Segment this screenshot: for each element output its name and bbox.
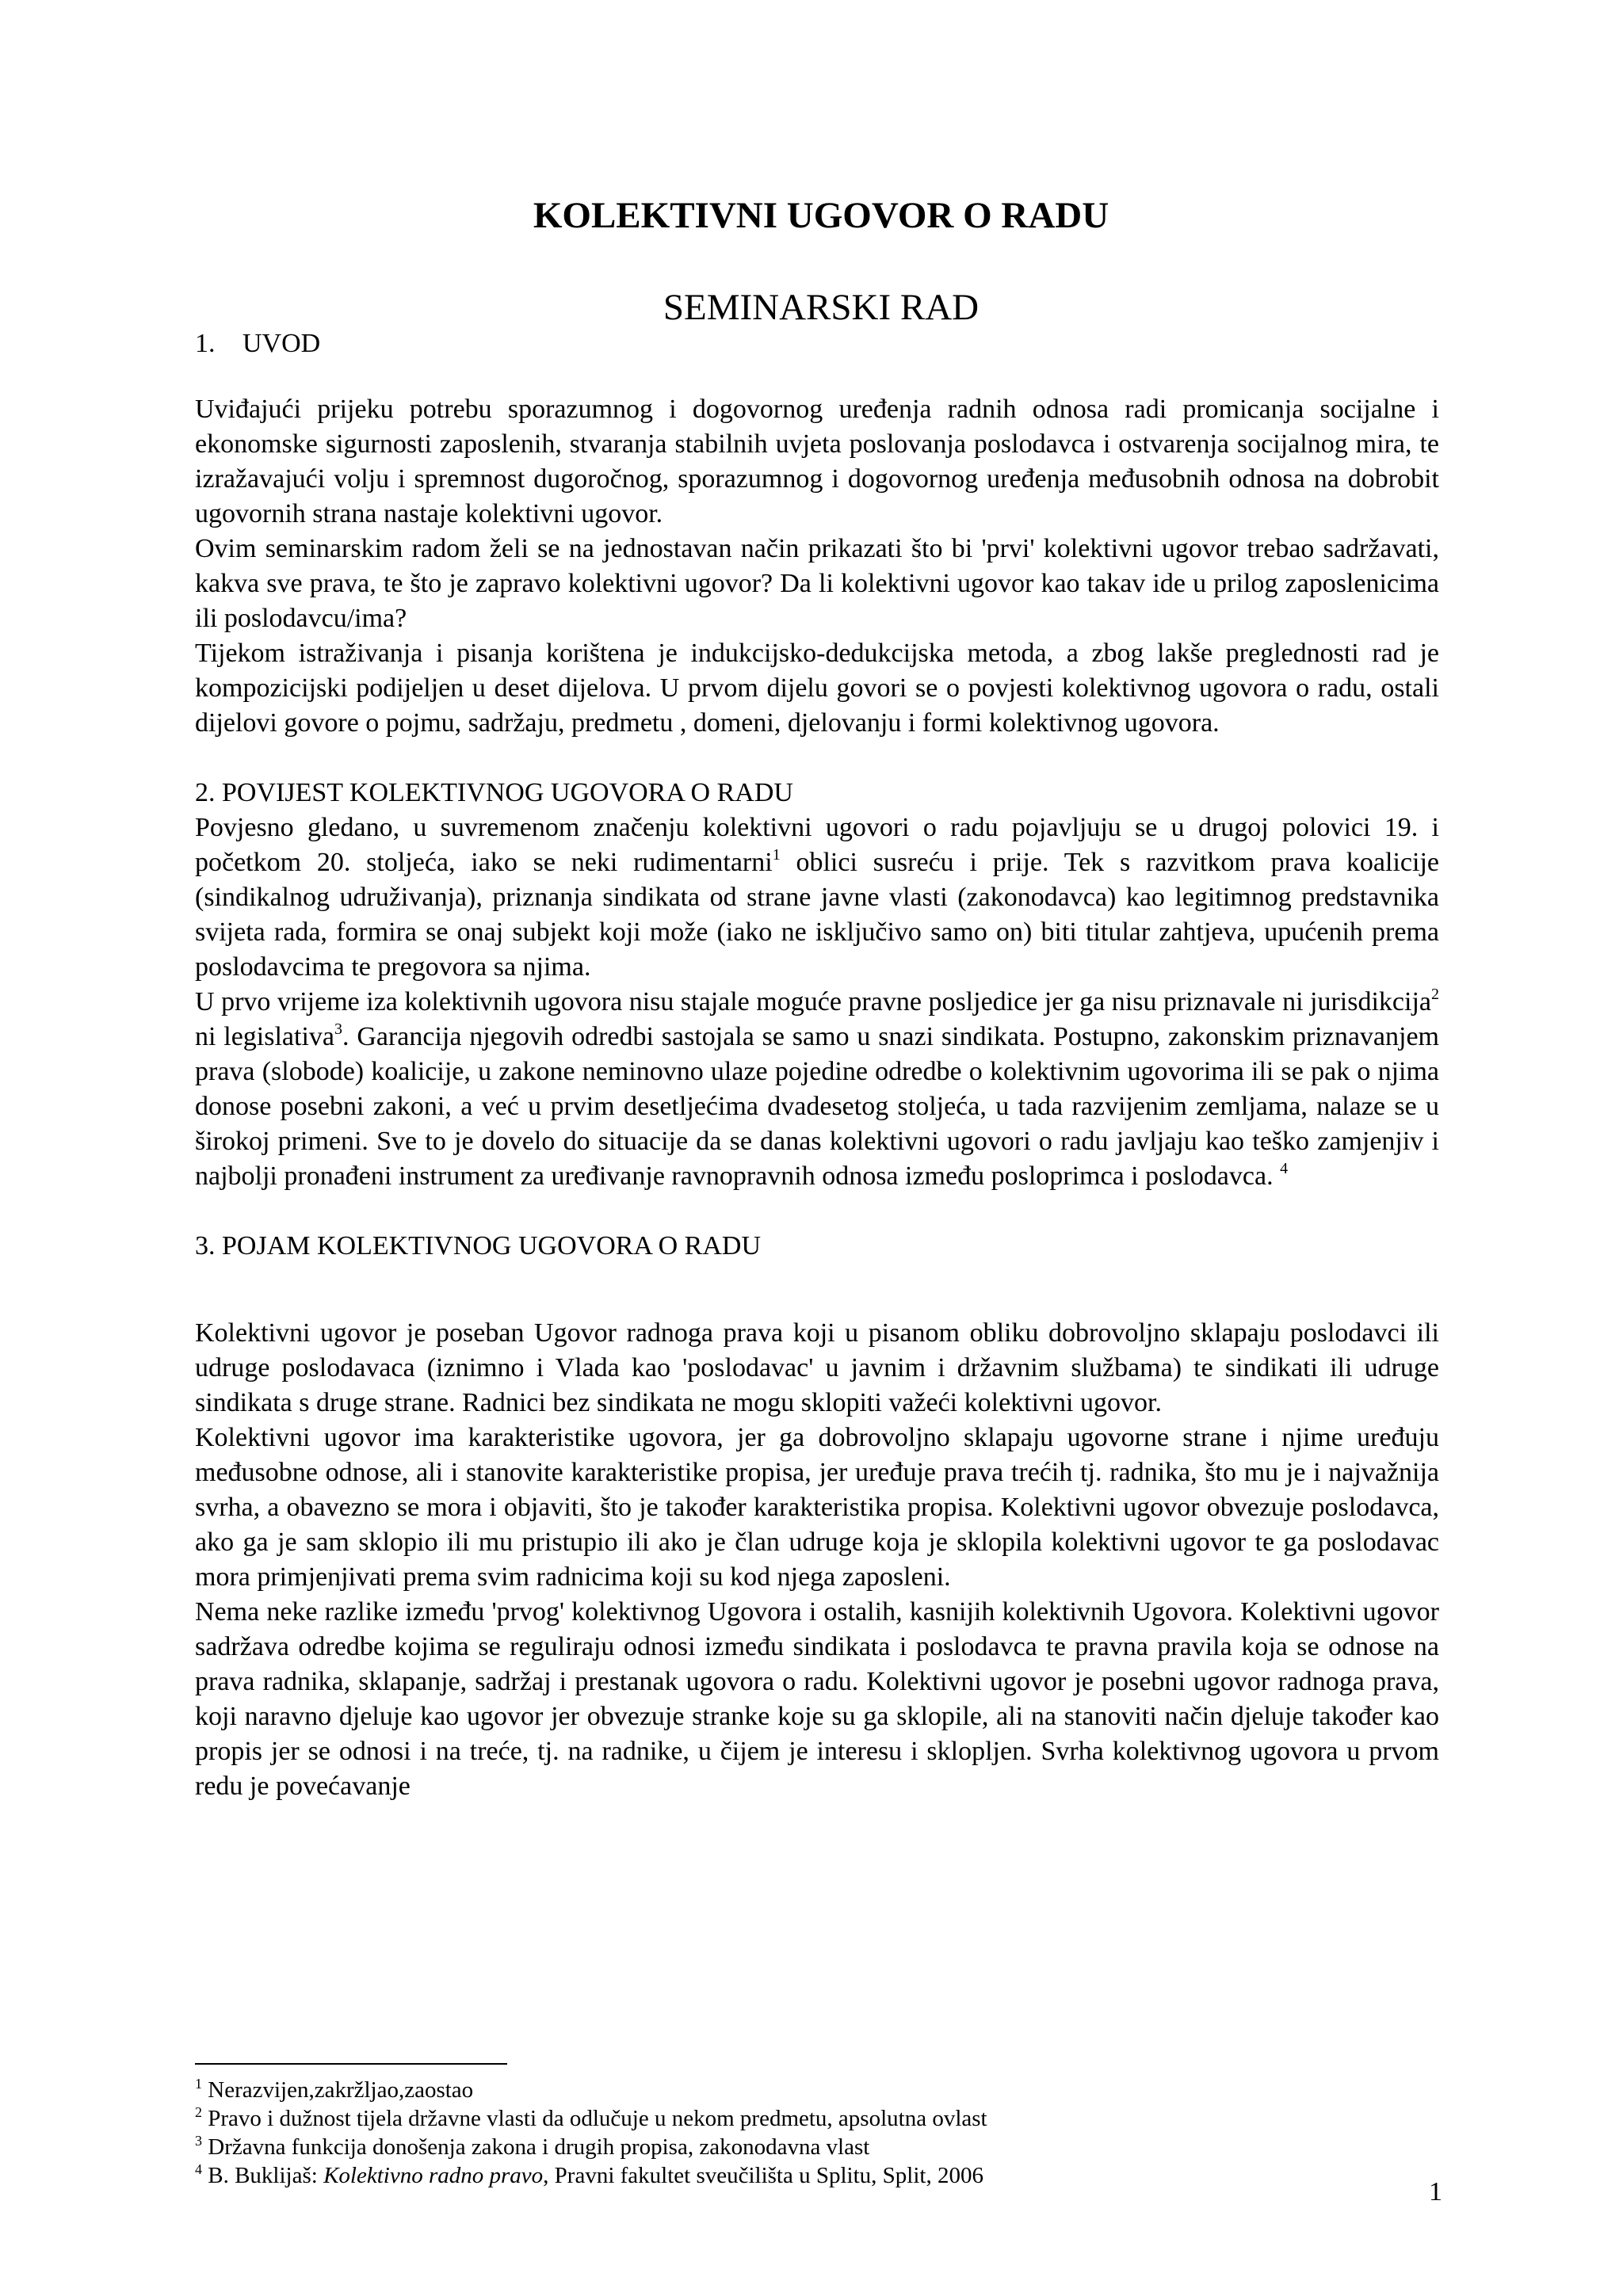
concept-paragraph-2: Kolektivni ugovor ima karakteristike ugovora, jer ga dobrovoljno sklapaju ugovorne strane i njime uređuju međusobne odnose, ali i stanovite karakteristike propisa, jer uređuje prava trećih tj. radnika, što mu je i najvažnija svrha, a obavezno se mora i objaviti, što je također karakteristika propisa. Kolektivni ugovor obvezuje poslodavca, ako ga je sam sklopio ili mu pristupio ili ako je član udruge koja je sklopila kolektivni ugovor te ga poslodavac mora primjenjivati prema svim radnicima koji su kod njega zaposleni. [195, 1423, 1439, 1592]
footnote-1-text: Nerazvijen,zakržljao,zaostao [208, 2077, 474, 2103]
history-paragraph-1 [195, 810, 1439, 985]
footnote-1-number: 1 [195, 2076, 202, 2092]
page-number: 1 [1429, 2177, 1442, 2206]
footnote-2 [195, 2104, 1439, 2133]
intro-paragraph-3: Tijekom istraživanja i pisanja korištena je indukcijsko-dedukcijska metoda, a zbog lakše preglednosti rad je kompozicijski podijeljen u deset dijelova. U prvom dijelu govori se o povjesti kolektivnog ugovora o radu, ostali dijelovi govore o pojmu, sadržaju, predmetu , domeni, djelovanju i formi kolektivnog ugovora. [195, 639, 1439, 738]
intro-paragraph-1: Uviđajući prijeku potrebu sporazumnog i dogovornog uređenja radnih odnosa radi promicanja socijalne i ekonomske sigurnosti zaposlenih, stvaranja stabilnih uvjeta poslovanja poslodavca i ostvarenja socijalnog mira, te izražavajući volju i spremnost dugoročnog, sporazumnog i dogovornog uređenja međusobnih odnosa na dobrobit ugovornih strana nastaje kolektivni ugovor. [195, 395, 1439, 528]
footnote-3-text: Državna funkcija donošenja zakona i drugih propisa, zakonodavna vlast [208, 2134, 870, 2160]
footnote-ref-3: 3 [334, 1020, 343, 1038]
concept-paragraph-1: Kolektivni ugovor je poseban Ugovor radnoga prava koji u pisanom obliku dobrovoljno sklapaju poslodavci ili udruge poslodavaca (iznimno i Vlada kao 'poslodavac' u javnim i državnim službama) te sindikati ili udruge sindikata s druge strane. Radnici bez sindikata ne mogu sklopiti važeći kolektivni ugovor. [195, 1318, 1439, 1417]
history-paragraph-2 [195, 985, 1439, 1194]
history-paragraph-2-text-c: . Garancija njegovih odredbi sastojala se samo u snazi sindikata. Postupno, zakonskim priznavanjem prava (slobode) koalicije, u zakone neminovno ulaze pojedine odredbe o kolektivnim ugovorima ili se pak o njima donose posebni zakoni, a već u prvim desetljećima dvadesetog stoljeća, u tada razvijenim zemljama, nalaze se u širokoj primeni. Sve to je dovelo do situacije da se danas kolektivni ugovori o radu javljaju kao teško zamjenjiv i najbolji pronađeni instrument za uređivanje ravnopravnih odnosa između posloprimca i poslodavca. [195, 1022, 1440, 1191]
footnote-separator [195, 2063, 507, 2065]
footnote-3 [195, 2133, 1439, 2161]
section-1-heading [195, 326, 320, 361]
footnote-4-author: B. Buklijaš: [208, 2163, 324, 2188]
footnote-ref-1: 1 [772, 846, 781, 864]
footnote-3-number: 3 [195, 2133, 202, 2149]
footnote-ref-4: 4 [1280, 1160, 1289, 1177]
footnote-4-publisher: , Pravni fakultet sveučilišta u Splitu, Split, 2006 [543, 2163, 983, 2188]
footnote-4 [195, 2161, 1439, 2190]
section-1-number: 1. [195, 329, 216, 358]
document-body [195, 392, 1439, 1804]
footnote-4-number: 4 [195, 2161, 202, 2177]
footnote-2-text: Pravo i dužnost tijela državne vlasti da odlučuje u nekom predmetu, apsolutna ovlast [208, 2106, 987, 2131]
footnote-ref-2: 2 [1431, 986, 1439, 1003]
footnote-2-number: 2 [195, 2104, 202, 2120]
history-paragraph-1-text-a: Povjesno gledano, u suvremenom značenju kolektivni ugovori o radu pojavljuju se u drugoj polovici 19. i početkom 20. stoljeća, iako se neki rudimentarni [195, 813, 1439, 877]
section-1-title: UVOD [242, 329, 321, 358]
history-paragraph-2-text-b: ni legislativa [195, 1022, 335, 1051]
document-title: KOLEKTIVNI UGOVOR O RADU [533, 195, 1109, 236]
footnote-1 [195, 2076, 1439, 2104]
document-subtitle: SEMINARSKI RAD [663, 287, 980, 328]
intro-paragraph-2: Ovim seminarskim radom želi se na jednostavan način prikazati što bi 'prvi' kolektivni ugovor trebao sadržavati, kakva sve prava, te što je zapravo kolektivni ugovor? Da li kolektivni ugovor kao takav ide u prilog zaposlenicima ili poslodavcu/ima? [195, 534, 1439, 633]
footnote-4-book-title: Kolektivno radno pravo [323, 2163, 544, 2188]
section-3-heading: 3. POJAM KOLEKTIVNOG UGOVORA O RADU [195, 1231, 761, 1261]
section-2-heading: 2. POVIJEST KOLEKTIVNOG UGOVORA O RADU [195, 778, 793, 807]
history-paragraph-2-text-a: U prvo vrijeme iza kolektivnih ugovora nisu stajale moguće pravne posljedice jer ga nisu priznavale ni jurisdikcija [195, 987, 1431, 1016]
concept-paragraph-3: Nema neke razlike između 'prvog' kolektivnog Ugovora i ostalih, kasnijih kolektivnih Ugovora. Kolektivni ugovor sadržava odredbe kojima se reguliraju odnosi između sindikata i poslodavca te pravna pravila koja se odnose na prava radnika, sklapanje, sadržaj i prestanak ugovora o radu. Kolektivni ugovor je posebni ugovor radnoga prava, koji naravno djeluje kao ugovor jer obvezuje stranke koje su ga sklopile, ali na stanoviti način djeluje također kao propis jer se odnosi i na treće, tj. na radnike, u čijem je interesu i skloplјen. Svrha kolektivnog ugovora u prvom redu je povećavanje [195, 1597, 1439, 1801]
footnotes [195, 2063, 1439, 2190]
history-paragraph-1-text-b: oblici susreću i prije. Tek s razvitkom prava koalicije (sindikalnog udruživanja), priznanja sindikata od strane javne vlasti (zakonodavca) kao legitimnog predstavnika svijeta rada, formira se onaj subjekt koji može (iako ne isključivo samo on) biti titular zahtjeva, upućenih prema poslodavcima te pregovora sa njima. [195, 848, 1439, 982]
